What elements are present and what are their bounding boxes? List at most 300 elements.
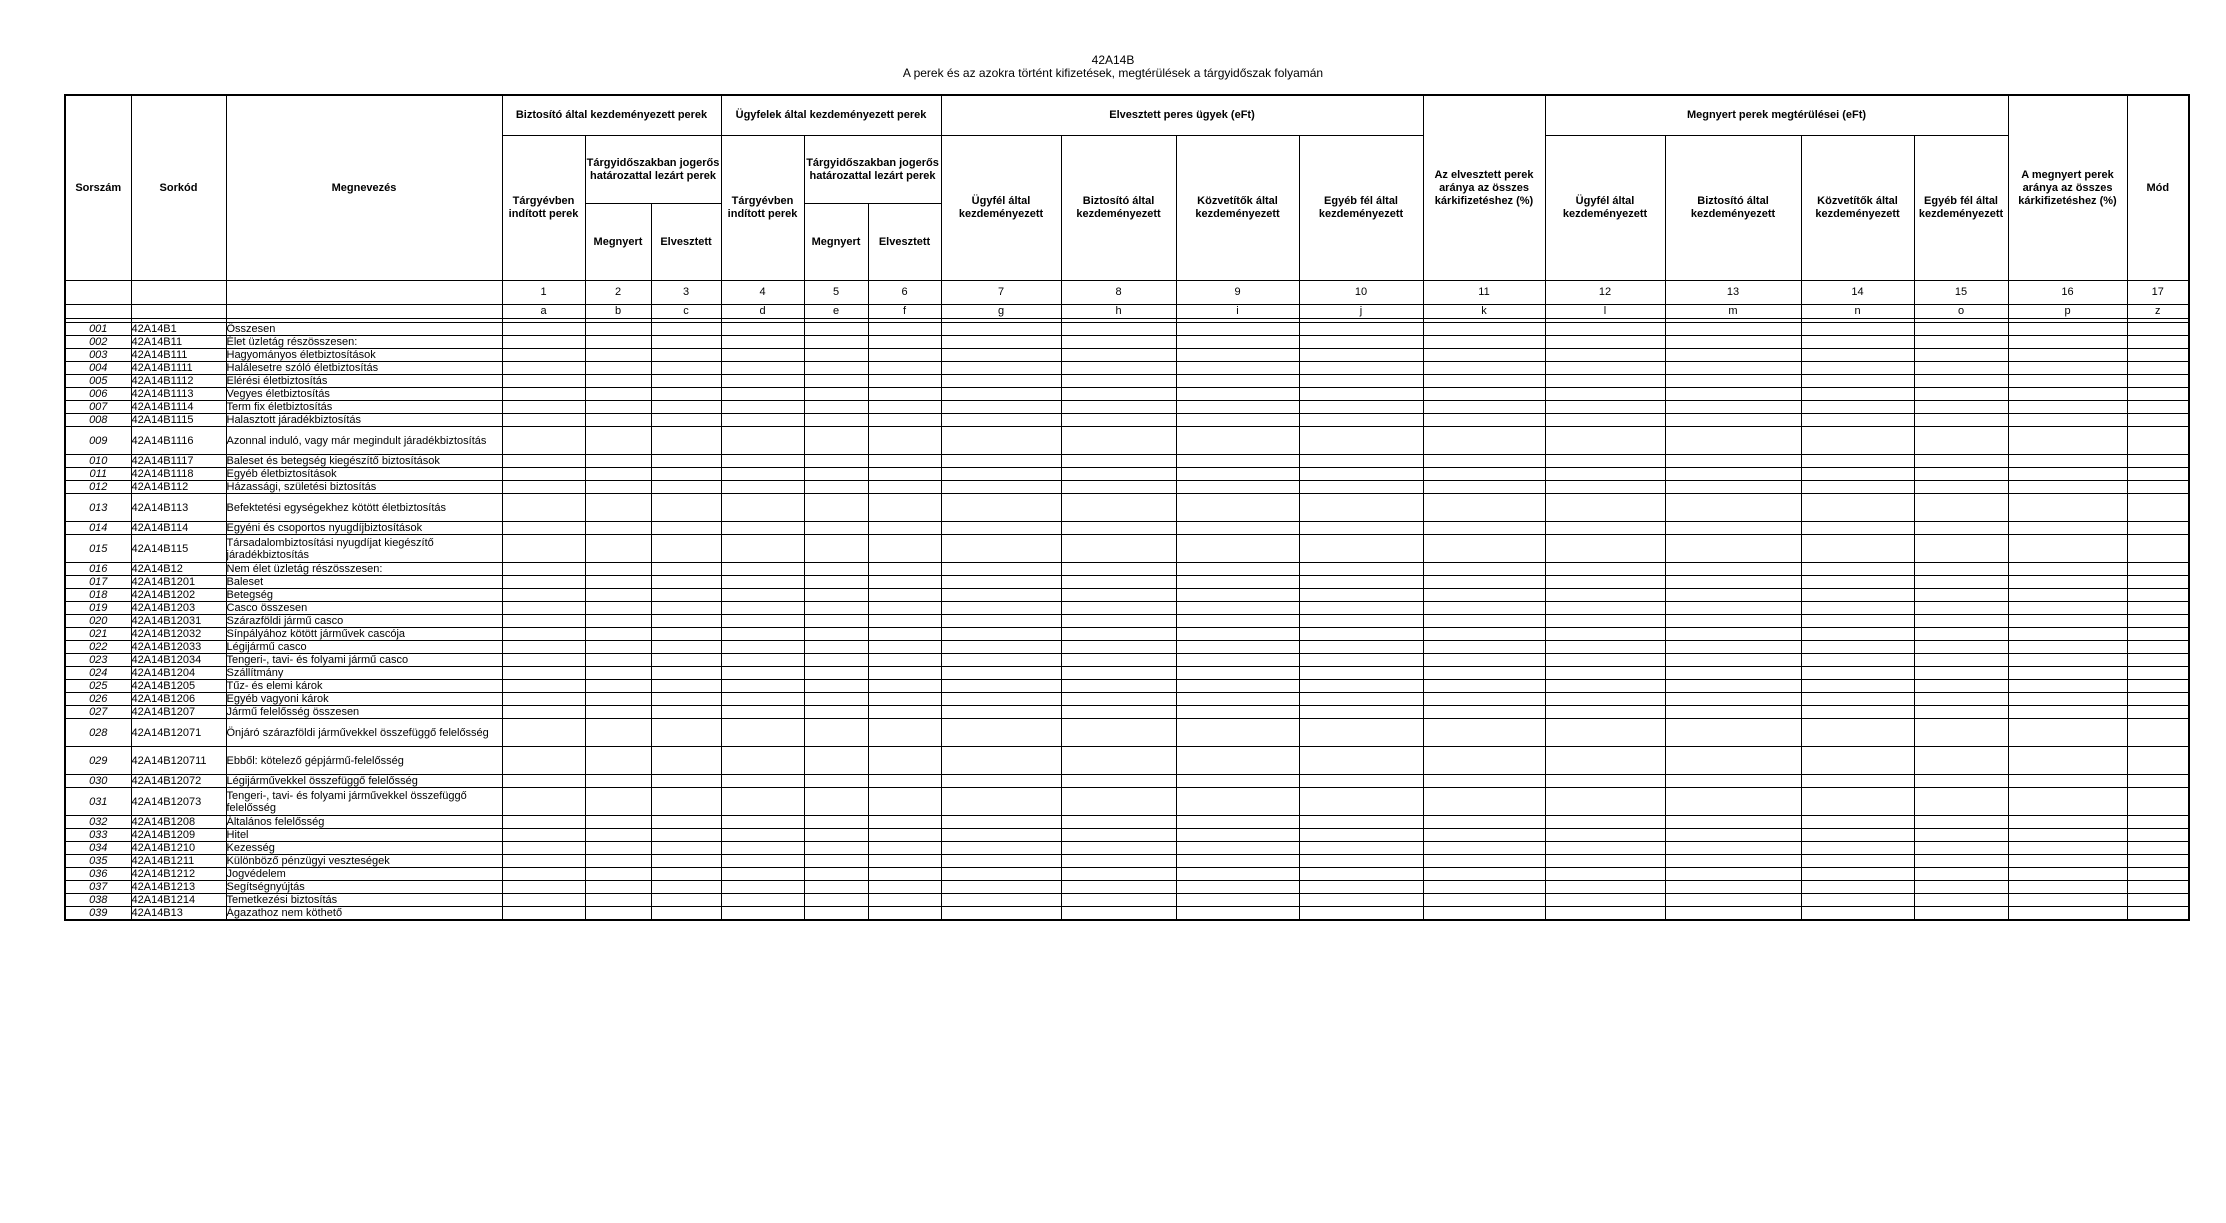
data-cell[interactable] (1176, 628, 1299, 641)
data-cell[interactable] (1545, 894, 1665, 907)
data-cell[interactable] (1801, 706, 1914, 719)
data-cell[interactable] (502, 641, 585, 654)
data-cell[interactable] (868, 680, 941, 693)
data-cell[interactable] (1176, 589, 1299, 602)
data-cell[interactable] (721, 401, 804, 414)
data-cell[interactable] (868, 747, 941, 775)
data-cell[interactable] (1299, 481, 1423, 494)
data-cell[interactable] (1665, 680, 1801, 693)
data-cell[interactable] (2008, 706, 2127, 719)
data-cell[interactable] (1176, 641, 1299, 654)
data-cell[interactable] (1061, 362, 1176, 375)
data-cell[interactable] (1665, 481, 1801, 494)
data-cell[interactable] (1914, 855, 2008, 868)
data-cell[interactable] (868, 563, 941, 576)
data-cell[interactable] (2008, 455, 2127, 468)
data-cell[interactable] (2008, 522, 2127, 535)
data-cell[interactable] (2127, 615, 2189, 628)
data-cell[interactable] (1545, 719, 1665, 747)
data-cell[interactable] (1801, 589, 1914, 602)
data-cell[interactable] (651, 427, 721, 455)
data-cell[interactable] (1665, 881, 1801, 894)
data-cell[interactable] (1801, 788, 1914, 816)
data-cell[interactable] (585, 719, 651, 747)
data-cell[interactable] (1176, 602, 1299, 615)
data-cell[interactable] (1176, 535, 1299, 563)
data-cell[interactable] (1801, 336, 1914, 349)
data-cell[interactable] (1061, 349, 1176, 362)
data-cell[interactable] (1299, 842, 1423, 855)
data-cell[interactable] (1545, 816, 1665, 829)
data-cell[interactable] (1299, 336, 1423, 349)
data-cell[interactable] (1061, 719, 1176, 747)
data-cell[interactable] (651, 401, 721, 414)
data-cell[interactable] (1545, 747, 1665, 775)
data-cell[interactable] (1423, 481, 1545, 494)
data-cell[interactable] (1801, 602, 1914, 615)
data-cell[interactable] (1801, 362, 1914, 375)
data-cell[interactable] (2008, 693, 2127, 706)
data-cell[interactable] (1545, 667, 1665, 680)
data-cell[interactable] (585, 522, 651, 535)
data-cell[interactable] (1061, 667, 1176, 680)
data-cell[interactable] (585, 641, 651, 654)
data-cell[interactable] (868, 855, 941, 868)
data-cell[interactable] (585, 667, 651, 680)
data-cell[interactable] (1914, 522, 2008, 535)
data-cell[interactable] (1299, 816, 1423, 829)
data-cell[interactable] (804, 747, 868, 775)
data-cell[interactable] (804, 522, 868, 535)
data-cell[interactable] (1299, 494, 1423, 522)
data-cell[interactable] (721, 855, 804, 868)
data-cell[interactable] (1545, 401, 1665, 414)
data-cell[interactable] (1545, 641, 1665, 654)
data-cell[interactable] (2127, 522, 2189, 535)
data-cell[interactable] (585, 775, 651, 788)
data-cell[interactable] (1665, 375, 1801, 388)
data-cell[interactable] (585, 816, 651, 829)
data-cell[interactable] (1665, 907, 1801, 921)
data-cell[interactable] (1665, 589, 1801, 602)
data-cell[interactable] (1801, 427, 1914, 455)
data-cell[interactable] (1061, 680, 1176, 693)
data-cell[interactable] (2008, 494, 2127, 522)
data-cell[interactable] (502, 615, 585, 628)
data-cell[interactable] (1423, 641, 1545, 654)
data-cell[interactable] (721, 455, 804, 468)
data-cell[interactable] (941, 907, 1061, 921)
data-cell[interactable] (1665, 323, 1801, 336)
data-cell[interactable] (941, 829, 1061, 842)
data-cell[interactable] (1545, 881, 1665, 894)
data-cell[interactable] (804, 881, 868, 894)
data-cell[interactable] (804, 401, 868, 414)
data-cell[interactable] (1914, 535, 2008, 563)
data-cell[interactable] (941, 455, 1061, 468)
data-cell[interactable] (2008, 907, 2127, 921)
data-cell[interactable] (1545, 829, 1665, 842)
data-cell[interactable] (1423, 775, 1545, 788)
data-cell[interactable] (721, 693, 804, 706)
data-cell[interactable] (585, 589, 651, 602)
data-cell[interactable] (804, 654, 868, 667)
data-cell[interactable] (1914, 775, 2008, 788)
data-cell[interactable] (651, 855, 721, 868)
data-cell[interactable] (2127, 628, 2189, 641)
data-cell[interactable] (1914, 468, 2008, 481)
data-cell[interactable] (1545, 563, 1665, 576)
data-cell[interactable] (651, 842, 721, 855)
data-cell[interactable] (721, 816, 804, 829)
data-cell[interactable] (941, 388, 1061, 401)
data-cell[interactable] (941, 719, 1061, 747)
data-cell[interactable] (651, 881, 721, 894)
data-cell[interactable] (804, 349, 868, 362)
data-cell[interactable] (1061, 706, 1176, 719)
data-cell[interactable] (1914, 907, 2008, 921)
data-cell[interactable] (1801, 563, 1914, 576)
data-cell[interactable] (502, 535, 585, 563)
data-cell[interactable] (941, 842, 1061, 855)
data-cell[interactable] (585, 375, 651, 388)
data-cell[interactable] (868, 388, 941, 401)
data-cell[interactable] (2008, 336, 2127, 349)
data-cell[interactable] (651, 535, 721, 563)
data-cell[interactable] (804, 427, 868, 455)
data-cell[interactable] (1423, 602, 1545, 615)
data-cell[interactable] (1665, 719, 1801, 747)
data-cell[interactable] (585, 494, 651, 522)
data-cell[interactable] (1665, 468, 1801, 481)
data-cell[interactable] (2127, 868, 2189, 881)
data-cell[interactable] (1801, 375, 1914, 388)
data-cell[interactable] (941, 323, 1061, 336)
data-cell[interactable] (2127, 576, 2189, 589)
data-cell[interactable] (868, 667, 941, 680)
data-cell[interactable] (804, 414, 868, 427)
data-cell[interactable] (1914, 719, 2008, 747)
data-cell[interactable] (1914, 388, 2008, 401)
data-cell[interactable] (2008, 563, 2127, 576)
data-cell[interactable] (1061, 747, 1176, 775)
data-cell[interactable] (804, 641, 868, 654)
data-cell[interactable] (1545, 693, 1665, 706)
data-cell[interactable] (1423, 362, 1545, 375)
data-cell[interactable] (1801, 907, 1914, 921)
data-cell[interactable] (1423, 455, 1545, 468)
data-cell[interactable] (1545, 842, 1665, 855)
data-cell[interactable] (1914, 401, 2008, 414)
data-cell[interactable] (804, 455, 868, 468)
data-cell[interactable] (941, 641, 1061, 654)
data-cell[interactable] (1545, 427, 1665, 455)
data-cell[interactable] (721, 362, 804, 375)
data-cell[interactable] (1423, 693, 1545, 706)
data-cell[interactable] (2127, 589, 2189, 602)
data-cell[interactable] (868, 336, 941, 349)
data-cell[interactable] (804, 667, 868, 680)
data-cell[interactable] (1914, 576, 2008, 589)
data-cell[interactable] (502, 881, 585, 894)
data-cell[interactable] (1801, 641, 1914, 654)
data-cell[interactable] (1423, 868, 1545, 881)
data-cell[interactable] (1061, 323, 1176, 336)
data-cell[interactable] (1665, 401, 1801, 414)
data-cell[interactable] (941, 427, 1061, 455)
data-cell[interactable] (721, 747, 804, 775)
data-cell[interactable] (868, 522, 941, 535)
data-cell[interactable] (1299, 535, 1423, 563)
data-cell[interactable] (868, 816, 941, 829)
data-cell[interactable] (1545, 414, 1665, 427)
data-cell[interactable] (941, 535, 1061, 563)
data-cell[interactable] (941, 362, 1061, 375)
data-cell[interactable] (651, 816, 721, 829)
data-cell[interactable] (502, 907, 585, 921)
data-cell[interactable] (1914, 680, 2008, 693)
data-cell[interactable] (651, 654, 721, 667)
data-cell[interactable] (651, 907, 721, 921)
data-cell[interactable] (804, 775, 868, 788)
data-cell[interactable] (585, 481, 651, 494)
data-cell[interactable] (721, 481, 804, 494)
data-cell[interactable] (1665, 667, 1801, 680)
data-cell[interactable] (2008, 628, 2127, 641)
data-cell[interactable] (502, 719, 585, 747)
data-cell[interactable] (941, 401, 1061, 414)
data-cell[interactable] (502, 680, 585, 693)
data-cell[interactable] (1176, 693, 1299, 706)
data-cell[interactable] (502, 816, 585, 829)
data-cell[interactable] (941, 349, 1061, 362)
data-cell[interactable] (1801, 894, 1914, 907)
data-cell[interactable] (1801, 842, 1914, 855)
data-cell[interactable] (1423, 788, 1545, 816)
data-cell[interactable] (585, 654, 651, 667)
data-cell[interactable] (1423, 494, 1545, 522)
data-cell[interactable] (1665, 628, 1801, 641)
data-cell[interactable] (1299, 775, 1423, 788)
data-cell[interactable] (2008, 641, 2127, 654)
data-cell[interactable] (721, 589, 804, 602)
data-cell[interactable] (651, 468, 721, 481)
data-cell[interactable] (502, 894, 585, 907)
data-cell[interactable] (1914, 414, 2008, 427)
data-cell[interactable] (804, 589, 868, 602)
data-cell[interactable] (651, 719, 721, 747)
data-cell[interactable] (1545, 589, 1665, 602)
data-cell[interactable] (1061, 388, 1176, 401)
data-cell[interactable] (721, 375, 804, 388)
data-cell[interactable] (1914, 641, 2008, 654)
data-cell[interactable] (502, 375, 585, 388)
data-cell[interactable] (1801, 881, 1914, 894)
data-cell[interactable] (585, 881, 651, 894)
data-cell[interactable] (1176, 719, 1299, 747)
data-cell[interactable] (1914, 693, 2008, 706)
data-cell[interactable] (1665, 868, 1801, 881)
data-cell[interactable] (1801, 522, 1914, 535)
data-cell[interactable] (651, 680, 721, 693)
data-cell[interactable] (1914, 323, 2008, 336)
data-cell[interactable] (502, 401, 585, 414)
data-cell[interactable] (868, 842, 941, 855)
data-cell[interactable] (1423, 719, 1545, 747)
data-cell[interactable] (2008, 654, 2127, 667)
data-cell[interactable] (1299, 829, 1423, 842)
data-cell[interactable] (2008, 788, 2127, 816)
data-cell[interactable] (721, 667, 804, 680)
data-cell[interactable] (651, 455, 721, 468)
data-cell[interactable] (1665, 829, 1801, 842)
data-cell[interactable] (502, 654, 585, 667)
data-cell[interactable] (721, 468, 804, 481)
data-cell[interactable] (502, 747, 585, 775)
data-cell[interactable] (2008, 816, 2127, 829)
data-cell[interactable] (804, 719, 868, 747)
data-cell[interactable] (1423, 375, 1545, 388)
data-cell[interactable] (1176, 706, 1299, 719)
data-cell[interactable] (1801, 775, 1914, 788)
data-cell[interactable] (868, 468, 941, 481)
data-cell[interactable] (651, 829, 721, 842)
data-cell[interactable] (1176, 494, 1299, 522)
data-cell[interactable] (585, 680, 651, 693)
data-cell[interactable] (721, 680, 804, 693)
data-cell[interactable] (1914, 816, 2008, 829)
data-cell[interactable] (804, 706, 868, 719)
data-cell[interactable] (2008, 868, 2127, 881)
data-cell[interactable] (1299, 667, 1423, 680)
data-cell[interactable] (2127, 816, 2189, 829)
data-cell[interactable] (651, 628, 721, 641)
data-cell[interactable] (1061, 816, 1176, 829)
data-cell[interactable] (2008, 323, 2127, 336)
data-cell[interactable] (651, 788, 721, 816)
data-cell[interactable] (1061, 522, 1176, 535)
data-cell[interactable] (585, 842, 651, 855)
data-cell[interactable] (804, 481, 868, 494)
data-cell[interactable] (1801, 414, 1914, 427)
data-cell[interactable] (941, 680, 1061, 693)
data-cell[interactable] (2127, 719, 2189, 747)
data-cell[interactable] (1061, 628, 1176, 641)
data-cell[interactable] (1545, 788, 1665, 816)
data-cell[interactable] (502, 336, 585, 349)
data-cell[interactable] (1299, 628, 1423, 641)
data-cell[interactable] (2127, 680, 2189, 693)
data-cell[interactable] (2008, 680, 2127, 693)
data-cell[interactable] (1423, 589, 1545, 602)
data-cell[interactable] (868, 654, 941, 667)
data-cell[interactable] (2127, 829, 2189, 842)
data-cell[interactable] (1061, 494, 1176, 522)
data-cell[interactable] (651, 481, 721, 494)
data-cell[interactable] (1299, 576, 1423, 589)
data-cell[interactable] (868, 323, 941, 336)
data-cell[interactable] (1665, 641, 1801, 654)
data-cell[interactable] (1545, 615, 1665, 628)
data-cell[interactable] (868, 719, 941, 747)
data-cell[interactable] (868, 829, 941, 842)
data-cell[interactable] (1061, 375, 1176, 388)
data-cell[interactable] (1665, 842, 1801, 855)
data-cell[interactable] (1299, 602, 1423, 615)
data-cell[interactable] (1545, 481, 1665, 494)
data-cell[interactable] (585, 455, 651, 468)
data-cell[interactable] (1176, 894, 1299, 907)
data-cell[interactable] (804, 362, 868, 375)
data-cell[interactable] (1801, 576, 1914, 589)
data-cell[interactable] (868, 414, 941, 427)
data-cell[interactable] (804, 375, 868, 388)
data-cell[interactable] (1176, 829, 1299, 842)
data-cell[interactable] (721, 563, 804, 576)
data-cell[interactable] (1176, 788, 1299, 816)
data-cell[interactable] (1061, 336, 1176, 349)
data-cell[interactable] (1665, 894, 1801, 907)
data-cell[interactable] (1176, 576, 1299, 589)
data-cell[interactable] (651, 775, 721, 788)
data-cell[interactable] (1423, 349, 1545, 362)
data-cell[interactable] (804, 680, 868, 693)
data-cell[interactable] (1665, 362, 1801, 375)
data-cell[interactable] (1665, 522, 1801, 535)
data-cell[interactable] (502, 855, 585, 868)
data-cell[interactable] (1914, 788, 2008, 816)
data-cell[interactable] (1299, 855, 1423, 868)
data-cell[interactable] (2127, 427, 2189, 455)
data-cell[interactable] (1423, 829, 1545, 842)
data-cell[interactable] (1914, 868, 2008, 881)
data-cell[interactable] (941, 693, 1061, 706)
data-cell[interactable] (1299, 455, 1423, 468)
data-cell[interactable] (585, 693, 651, 706)
data-cell[interactable] (502, 427, 585, 455)
data-cell[interactable] (651, 693, 721, 706)
data-cell[interactable] (721, 788, 804, 816)
data-cell[interactable] (1801, 680, 1914, 693)
data-cell[interactable] (721, 829, 804, 842)
data-cell[interactable] (1423, 881, 1545, 894)
data-cell[interactable] (1061, 855, 1176, 868)
data-cell[interactable] (502, 829, 585, 842)
data-cell[interactable] (502, 323, 585, 336)
data-cell[interactable] (1423, 401, 1545, 414)
data-cell[interactable] (1061, 868, 1176, 881)
data-cell[interactable] (1665, 816, 1801, 829)
data-cell[interactable] (1545, 654, 1665, 667)
data-cell[interactable] (1545, 576, 1665, 589)
data-cell[interactable] (941, 563, 1061, 576)
data-cell[interactable] (1665, 455, 1801, 468)
data-cell[interactable] (585, 907, 651, 921)
data-cell[interactable] (651, 589, 721, 602)
data-cell[interactable] (1545, 468, 1665, 481)
data-cell[interactable] (1665, 693, 1801, 706)
data-cell[interactable] (941, 855, 1061, 868)
data-cell[interactable] (804, 494, 868, 522)
data-cell[interactable] (1061, 693, 1176, 706)
data-cell[interactable] (2008, 667, 2127, 680)
data-cell[interactable] (1061, 481, 1176, 494)
data-cell[interactable] (1665, 855, 1801, 868)
data-cell[interactable] (1423, 654, 1545, 667)
data-cell[interactable] (1914, 563, 2008, 576)
data-cell[interactable] (1176, 427, 1299, 455)
data-cell[interactable] (1176, 468, 1299, 481)
